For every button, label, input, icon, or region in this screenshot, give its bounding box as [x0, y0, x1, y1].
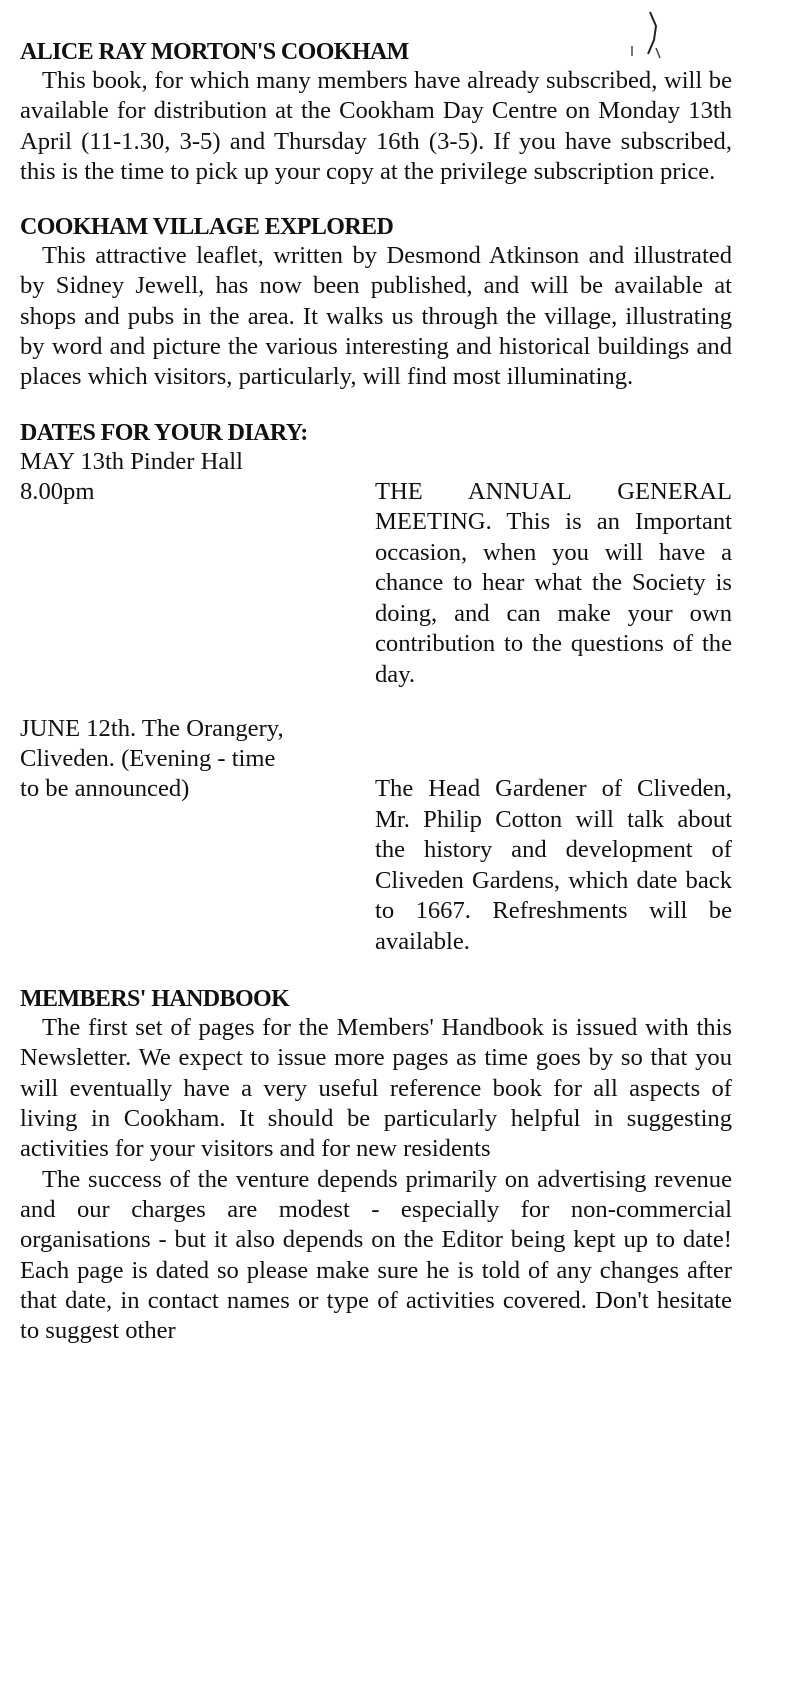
leaflet-body: This attractive leaflet, written by Desmond Atkinson and illustrated by Sidney Jewell, has now been published, and will be available at shops and pubs in the area. It walks us through the village, illustrating by word and picture the various interesting and historical buildings and places which visitors, particularly, will find most illuminating.: [20, 242, 732, 391]
diary-heading: DATES FOR YOUR DIARY:: [20, 419, 308, 446]
handbook-para-2: The success of the venture depends primarily on advertising revenue and our charges are modest - especially for non-commercial organisations - but it also depends on the Editor being kept up to date! Each page is dated so please make sure he is told of any changes after that date, in contact names or type of activities covered. Don't hesitate to suggest other: [20, 1165, 732, 1345]
handbook-section: [20, 985, 732, 1346]
event-june-place: Cliveden. (Evening - time: [20, 745, 276, 773]
diary-section: [20, 419, 732, 958]
event-may-time: 8.00pm: [20, 477, 95, 505]
event-may-date: MAY 13th Pinder Hall: [20, 447, 243, 475]
book-heading: ALICE RAY MORTON'S COOKHAM: [20, 39, 409, 65]
book-section: [20, 38, 732, 187]
leaflet-heading: COOKHAM VILLAGE EXPLORED: [20, 214, 394, 241]
event-june-time: to be announced): [20, 775, 190, 803]
event-june: [20, 774, 732, 957]
newsletter-page: [20, 38, 732, 1366]
event-may: [20, 477, 732, 691]
leaflet-section: [20, 213, 732, 392]
event-june-description: The Head Gardener of Cliveden, Mr. Philip Cotton will talk about the history and development of Cliveden Gardens, which date back to 1667. Refreshments will be available.: [375, 775, 732, 955]
handbook-para-1: The first set of pages for the Members' Handbook is issued with this Newsletter. We expect to issue more pages as time goes by so that you will eventually have a very useful reference book for all aspects of living in Cookham. It should be particularly helpful in suggesting activities for your visitors and for new residents: [20, 1014, 732, 1163]
event-may-description: THE ANNUAL GENERAL MEETING. This is an Important occasion, when you will have a chance to hear what the Society is doing, and can make your own contribution to the questions of the day.: [375, 477, 732, 688]
book-body: This book, for which many members have already subscribed, will be available for distribution at the Cookham Day Centre on Monday 13th April (11-1.30, 3-5) and Thursday 16th (3-5). If you have subscribed, this is the time to pick up your copy at the privilege subscription price.: [20, 67, 732, 185]
event-june-date: JUNE 12th. The Orangery,: [20, 715, 284, 743]
handbook-heading: MEMBERS' HANDBOOK: [20, 986, 290, 1013]
